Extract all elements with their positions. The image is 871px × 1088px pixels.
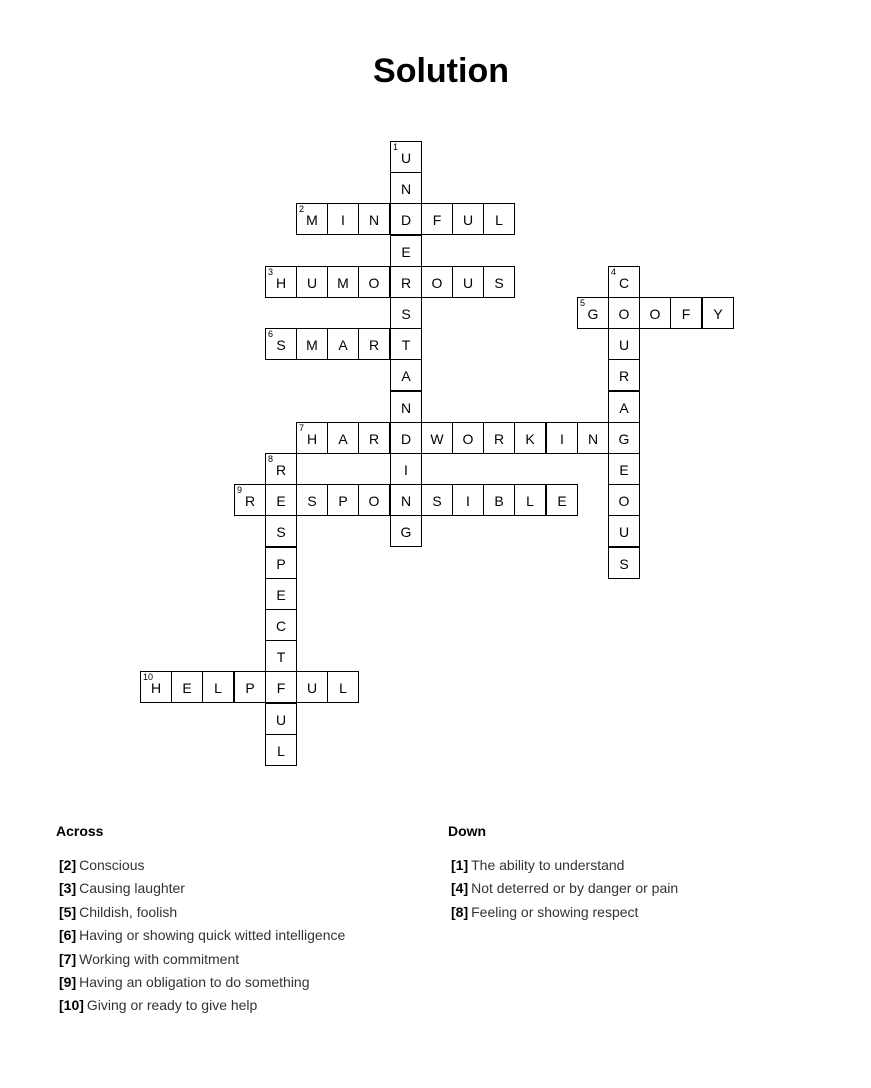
grid-cell xyxy=(327,203,359,235)
grid-cell xyxy=(483,203,515,235)
across-clue xyxy=(56,854,345,877)
clue-number: [2] xyxy=(59,857,77,873)
cell-letter: P xyxy=(245,680,255,696)
clue-number: [1] xyxy=(451,857,469,873)
grid-cell xyxy=(265,671,297,703)
cell-letter: G xyxy=(587,306,599,322)
grid-cell xyxy=(390,266,422,298)
cell-letter: S xyxy=(401,306,411,322)
grid-cell xyxy=(234,484,266,516)
clue-number: [3] xyxy=(59,880,77,897)
cell-letter: S xyxy=(307,493,317,509)
cell-letter: L xyxy=(339,680,347,696)
grid-cell xyxy=(608,297,640,329)
cell-letter: Y xyxy=(713,306,723,322)
cell-number: 9 xyxy=(237,485,243,495)
across-clue xyxy=(56,971,345,994)
cell-letter: F xyxy=(432,212,442,228)
clue-text: Causing laughter xyxy=(79,880,185,897)
cell-letter: D xyxy=(400,431,412,447)
grid-cell xyxy=(390,297,422,329)
cell-number: 8 xyxy=(268,454,274,464)
grid-cell xyxy=(390,141,422,173)
cell-number: 3 xyxy=(268,267,274,277)
grid-cell xyxy=(421,266,453,298)
across-clue xyxy=(56,901,345,924)
cell-letter: D xyxy=(400,212,412,228)
cell-letter: O xyxy=(368,275,380,291)
grid-cell xyxy=(234,671,266,703)
cell-letter: A xyxy=(338,431,348,447)
cell-letter: A xyxy=(401,368,411,384)
cell-letter: U xyxy=(306,275,318,291)
down-clue xyxy=(448,901,678,924)
grid-cell xyxy=(421,203,453,235)
clue-number: [8] xyxy=(451,903,469,920)
grid-cell xyxy=(452,203,484,235)
clue-number: [9] xyxy=(59,973,77,990)
cell-letter: E xyxy=(182,680,192,696)
cell-letter: U xyxy=(462,275,474,291)
across-clue xyxy=(56,948,345,971)
grid-cell xyxy=(265,609,297,641)
clue-text: Having or showing quick witted intelligence xyxy=(79,927,346,944)
cell-letter: U xyxy=(400,150,412,166)
grid-cell xyxy=(390,203,422,235)
cell-letter: U xyxy=(275,712,287,728)
clue-text: Working with commitment xyxy=(79,950,240,967)
cell-letter: G xyxy=(618,431,630,447)
cell-letter: U xyxy=(618,337,630,353)
cell-letter: N xyxy=(368,212,380,228)
grid-cell xyxy=(483,266,515,298)
cell-letter: I xyxy=(560,431,564,447)
cell-letter: O xyxy=(618,306,630,322)
grid-cell xyxy=(265,484,297,516)
down-clue xyxy=(448,854,678,877)
cell-letter: O xyxy=(649,306,661,322)
cell-letter: I xyxy=(341,212,345,228)
grid-cell xyxy=(296,328,328,360)
grid-cell xyxy=(639,297,671,329)
cell-letter: U xyxy=(618,524,630,540)
cell-number: 7 xyxy=(299,423,305,433)
grid-cell xyxy=(296,484,328,516)
cell-letter: M xyxy=(306,337,318,353)
clue-text: Not deterred or by danger or pain xyxy=(471,880,679,897)
down-clues xyxy=(448,822,678,924)
cell-letter: T xyxy=(276,649,286,665)
grid-cell xyxy=(390,172,422,204)
grid-cell xyxy=(608,484,640,516)
cell-number: 4 xyxy=(611,267,617,277)
grid-cell xyxy=(358,484,390,516)
clue-text: Having an obligation to do something xyxy=(79,973,310,990)
grid-cell xyxy=(608,515,640,547)
cell-letter: C xyxy=(275,618,287,634)
cell-number: 2 xyxy=(299,204,305,214)
cell-letter: E xyxy=(619,462,629,478)
cell-letter: G xyxy=(400,524,412,540)
cell-letter: R xyxy=(244,493,256,509)
grid-cell xyxy=(608,359,640,391)
grid-cell xyxy=(358,203,390,235)
cell-letter: F xyxy=(276,680,286,696)
grid-cell xyxy=(265,578,297,610)
grid-cell xyxy=(702,297,734,329)
down-heading: Down xyxy=(448,823,487,839)
across-clue xyxy=(56,994,345,1017)
grid-cell xyxy=(452,266,484,298)
cell-letter: R xyxy=(368,337,380,353)
cell-letter: F xyxy=(681,306,691,322)
grid-cell xyxy=(670,297,702,329)
cell-letter: E xyxy=(401,244,411,260)
grid-cell xyxy=(358,328,390,360)
grid-cell xyxy=(296,671,328,703)
grid-cell xyxy=(390,359,422,391)
cell-number: 1 xyxy=(393,142,399,152)
cell-letter: N xyxy=(400,181,412,197)
clue-number: [4] xyxy=(451,880,469,897)
cell-letter: S xyxy=(494,275,504,291)
cell-letter: E xyxy=(276,587,286,603)
grid-cell xyxy=(483,422,515,454)
cell-letter: S xyxy=(619,556,629,572)
cell-letter: E xyxy=(557,493,567,509)
grid-cell xyxy=(296,203,328,235)
grid-cell xyxy=(296,266,328,298)
grid-cell xyxy=(265,703,297,735)
grid-cell xyxy=(421,422,453,454)
grid-cell xyxy=(265,515,297,547)
grid-cell xyxy=(546,484,578,516)
grid-cell xyxy=(265,266,297,298)
grid-cell xyxy=(608,453,640,485)
cell-letter: S xyxy=(276,337,286,353)
grid-cell xyxy=(452,422,484,454)
cell-letter: I xyxy=(404,462,408,478)
clue-number: [6] xyxy=(59,927,77,944)
cell-letter: R xyxy=(493,431,505,447)
cell-letter: L xyxy=(526,493,534,509)
page-title: Solution xyxy=(373,52,509,90)
cell-letter: M xyxy=(337,275,349,291)
clue-text: Childish, foolish xyxy=(79,903,178,920)
grid-cell xyxy=(327,266,359,298)
across-clues xyxy=(56,822,345,1018)
cell-letter: O xyxy=(431,275,443,291)
cell-letter: L xyxy=(277,743,285,759)
grid-cell xyxy=(327,328,359,360)
cell-letter: P xyxy=(338,493,348,509)
grid-cell xyxy=(171,671,203,703)
cell-letter: R xyxy=(275,462,287,478)
grid-cell xyxy=(358,266,390,298)
grid-cell xyxy=(265,547,297,579)
cell-letter: H xyxy=(275,275,287,291)
grid-cell xyxy=(140,671,172,703)
clue-number: [10] xyxy=(59,997,84,1014)
grid-cell xyxy=(390,328,422,360)
grid-cell xyxy=(390,515,422,547)
cell-letter: N xyxy=(400,400,412,416)
grid-cell xyxy=(452,484,484,516)
grid-cell xyxy=(608,547,640,579)
cell-letter: W xyxy=(430,431,444,447)
clue-number: [5] xyxy=(59,903,77,920)
grid-cell xyxy=(514,422,546,454)
cell-letter: U xyxy=(306,680,318,696)
grid-cell xyxy=(265,328,297,360)
grid-cell xyxy=(608,391,640,423)
grid-cell xyxy=(608,328,640,360)
cell-letter: A xyxy=(619,400,629,416)
grid-cell xyxy=(514,484,546,516)
cell-letter: O xyxy=(618,493,630,509)
cell-letter: R xyxy=(618,368,630,384)
cell-letter: N xyxy=(587,431,599,447)
cell-letter: H xyxy=(150,680,162,696)
clue-text: Giving or ready to give help xyxy=(86,997,258,1014)
cell-letter: I xyxy=(466,493,470,509)
cell-letter: L xyxy=(214,680,222,696)
grid-cell xyxy=(577,297,609,329)
cell-letter: S xyxy=(276,524,286,540)
grid-cell xyxy=(327,671,359,703)
cell-letter: R xyxy=(400,275,412,291)
grid-cell xyxy=(265,453,297,485)
grid-cell xyxy=(577,422,609,454)
grid-cell xyxy=(358,422,390,454)
cell-letter: C xyxy=(618,275,630,291)
clue-text: The ability to understand xyxy=(471,857,625,873)
cell-letter: O xyxy=(462,431,474,447)
grid-cell xyxy=(390,453,422,485)
cell-letter: B xyxy=(494,493,504,509)
down-clue xyxy=(448,877,678,900)
clue-text: Feeling or showing respect xyxy=(471,903,639,920)
grid-cell xyxy=(421,484,453,516)
grid-cell xyxy=(608,422,640,454)
cell-letter: P xyxy=(276,556,286,572)
cell-letter: R xyxy=(368,431,380,447)
clue-text: Conscious xyxy=(79,857,145,873)
cell-number: 10 xyxy=(143,672,154,682)
cell-letter: S xyxy=(432,493,442,509)
cell-letter: H xyxy=(306,431,318,447)
clue-number: [7] xyxy=(59,950,77,967)
grid-cell xyxy=(390,422,422,454)
grid-cell xyxy=(327,484,359,516)
grid-cell xyxy=(546,422,578,454)
across-clue xyxy=(56,877,345,900)
grid-cell xyxy=(296,422,328,454)
across-clue xyxy=(56,924,345,947)
cell-letter: K xyxy=(525,431,535,447)
cell-letter: L xyxy=(495,212,503,228)
cell-letter: U xyxy=(462,212,474,228)
cell-letter: N xyxy=(400,493,412,509)
grid-cell xyxy=(265,734,297,766)
grid-cell xyxy=(608,266,640,298)
cell-letter: T xyxy=(401,337,411,353)
grid-cell xyxy=(202,671,234,703)
cell-number: 5 xyxy=(580,298,586,308)
cell-letter: O xyxy=(368,493,380,509)
cell-letter: M xyxy=(306,212,318,228)
cell-letter: E xyxy=(276,493,286,509)
grid-cell xyxy=(265,640,297,672)
cell-number: 6 xyxy=(268,329,274,339)
cell-letter: A xyxy=(338,337,348,353)
grid-cell xyxy=(327,422,359,454)
across-heading: Across xyxy=(56,823,104,839)
grid-cell xyxy=(483,484,515,516)
grid-cell xyxy=(390,484,422,516)
grid-cell xyxy=(390,235,422,267)
grid-cell xyxy=(390,391,422,423)
